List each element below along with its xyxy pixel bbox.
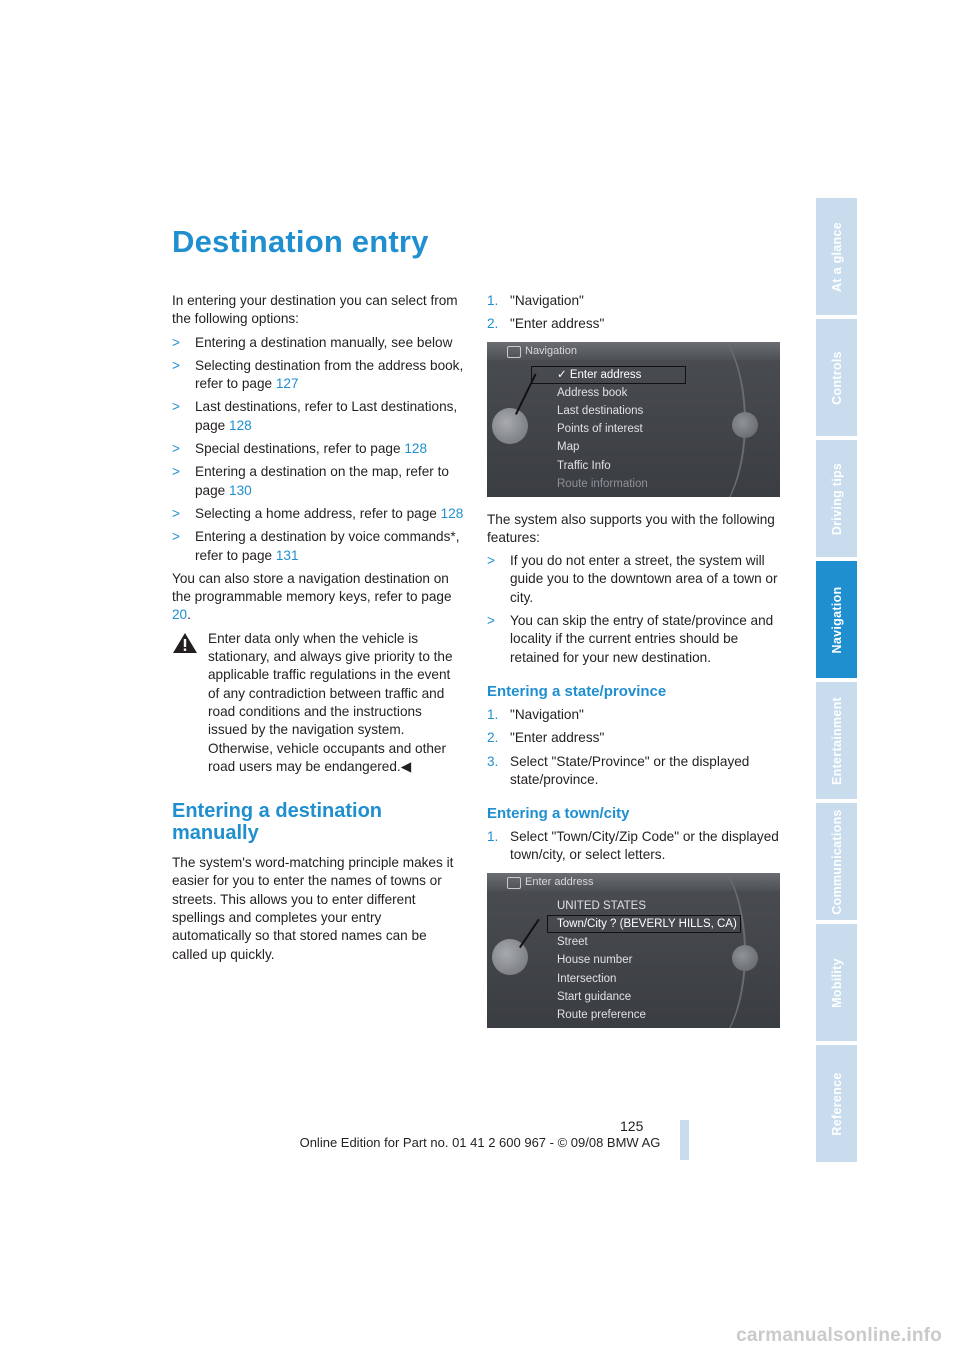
tab-reference[interactable]: Reference: [816, 1045, 857, 1162]
town-heading: Entering a town/city: [487, 805, 630, 823]
menu-item[interactable]: House number: [557, 954, 633, 967]
step-item: 1. "Navigation": [487, 293, 584, 308]
menu-item[interactable]: Route preference: [557, 1008, 646, 1021]
state-heading: Entering a state/province: [487, 682, 667, 700]
step-item: 1. "Navigation": [487, 706, 584, 722]
page-link[interactable]: 128: [404, 441, 428, 457]
highlight-box: [531, 366, 686, 384]
list-item: > Entering a destination manually, see below: [172, 334, 453, 350]
warning-note: [172, 630, 464, 776]
page-link[interactable]: 127: [275, 376, 299, 392]
page-link[interactable]: 128: [440, 505, 464, 521]
step-item: 2. "Enter address": [487, 316, 605, 332]
list-item: > Selecting destination from the address book, refer to page 127: [172, 357, 464, 392]
menu-item[interactable]: Points of interest: [557, 423, 643, 436]
right-column: [487, 292, 780, 1042]
warning-text: Enter data only when the vehicle is stationary, and always give priority to the applicable traffic regulations in the event of any contradiction between traffic and road conditions and the instructions issued by the navigation system. Otherwise, vehicle occupants and other road users may be endangered.: [208, 630, 453, 774]
tab-mobility[interactable]: Mobility: [816, 924, 857, 1041]
menu-item[interactable]: Start guidance: [557, 990, 632, 1003]
step-item: 2. "Enter address": [487, 730, 605, 746]
navigation-icon: [507, 877, 521, 889]
features-intro: The system also supports you with the following features:: [487, 511, 775, 545]
section-text: The system's word-matching principle makes it easier for you to enter the names of towns or streets. This allows you to enter different spellings and completes your entry automatically so that stored names can be called up quickly.: [172, 855, 454, 962]
highlight-box: [547, 915, 741, 933]
screen-header: Enter address: [487, 873, 780, 891]
list-item: > Selecting a home address, refer to page 128: [172, 505, 464, 521]
menu-item[interactable]: ✓ Enter address: [557, 368, 642, 381]
list-item: > Entering a destination on the map, refer to page 130: [172, 464, 449, 498]
options-list: [172, 334, 464, 565]
intro-text: In entering your destination you can select from the following options:: [172, 293, 458, 327]
menu-item[interactable]: UNITED STATES: [557, 899, 647, 912]
enter-address-screen: [487, 873, 780, 1028]
list-item: > You can skip the entry of state/province and locality if the current entries should be retained for your new destination.: [487, 613, 774, 665]
menu-item[interactable]: Last destinations: [557, 404, 644, 417]
navigation-screen: [487, 342, 780, 497]
list-item: > If you do not enter a street, the system will guide you to the downtown area of a town or city.: [487, 553, 778, 605]
page-number: 125: [620, 1118, 644, 1134]
tab-communications[interactable]: Communications: [816, 803, 857, 920]
menu-item[interactable]: Map: [557, 441, 580, 454]
step-item: 3. Select "State/Province" or the displayed state/province.: [487, 753, 750, 787]
step-item: 1. Select "Town/City/Zip Code" or the displayed town/city, or select letters.: [487, 829, 779, 863]
tab-entertainment[interactable]: Entertainment: [816, 682, 857, 799]
menu-item[interactable]: Intersection: [557, 972, 617, 985]
page-link[interactable]: 131: [275, 547, 299, 563]
list-item: > Special destinations, refer to page 128: [172, 441, 428, 457]
end-marker: ◀: [400, 758, 412, 774]
screen-header: Navigation: [487, 342, 780, 360]
warning-icon: [172, 632, 198, 654]
tab-at-a-glance[interactable]: At a glance: [816, 198, 857, 315]
menu-item[interactable]: Traffic Info: [557, 459, 611, 472]
option-knob-icon: [732, 412, 758, 438]
footer: Online Edition for Part no. 01 41 2 600 967 - © 09/08 BMW AG: [299, 1135, 661, 1150]
navigation-icon: [507, 346, 521, 358]
page-link[interactable]: 20: [172, 607, 188, 623]
section-heading: Entering a destination manually: [172, 800, 383, 845]
menu-item[interactable]: Street: [557, 936, 588, 949]
page-link[interactable]: 128: [229, 417, 252, 433]
page-title: Destination entry: [172, 224, 429, 259]
tab-driving-tips[interactable]: Driving tips: [816, 440, 857, 557]
page-link[interactable]: 130: [229, 482, 252, 498]
chapter-tabs: [816, 198, 857, 1166]
watermark: carmanualsonline.info: [736, 1325, 942, 1346]
memory-keys-text: You can also store a navigation destination on the programmable memory keys, refer to page 20.: [172, 570, 452, 623]
tab-controls[interactable]: Controls: [816, 319, 857, 436]
menu-item[interactable]: Address book: [557, 386, 628, 399]
controller-knob-icon: [492, 408, 528, 444]
list-item: > Last destinations, refer to Last destinations, page 128: [172, 399, 458, 433]
menu-list: [557, 366, 648, 493]
left-column: [172, 292, 464, 969]
menu-item[interactable]: Route information: [557, 477, 648, 490]
list-item: > Entering a destination by voice commands*, refer to page 131: [172, 529, 460, 563]
tab-navigation[interactable]: Navigation: [816, 561, 857, 678]
menu-item[interactable]: Town/City ? (BEVERLY HILLS, CA): [557, 917, 737, 930]
